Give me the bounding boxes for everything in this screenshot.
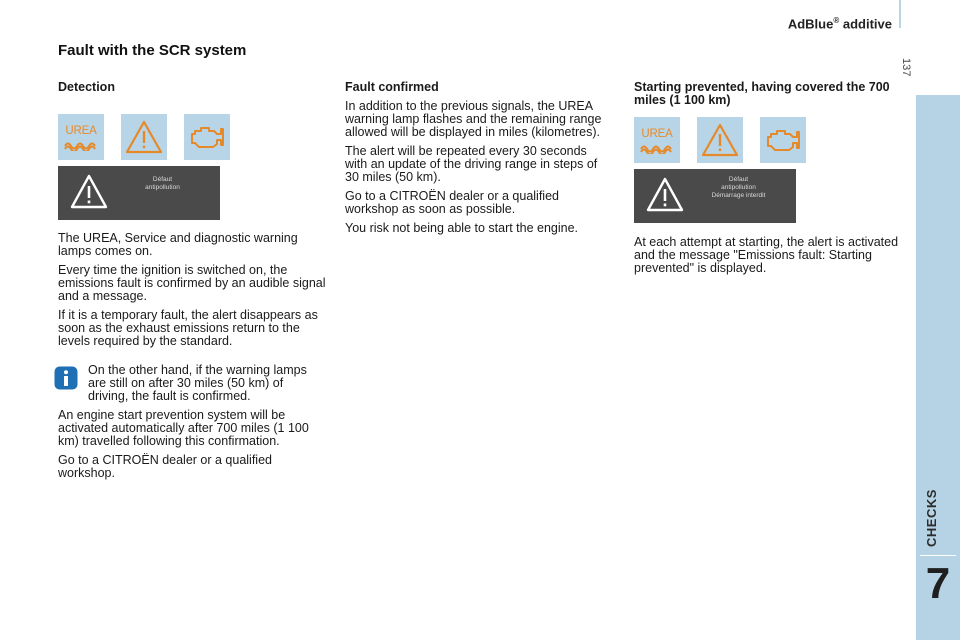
- detection-warning-lamps: [58, 114, 326, 160]
- starting-prevented-paragraph: At each attempt at starting, the alert is activated and the message "Emissions fault: Starting prevented" is displayed.: [634, 235, 899, 275]
- urea-wave-icon: [64, 141, 98, 151]
- chapter-divider: [920, 555, 956, 556]
- display-line: antipollution: [721, 184, 756, 191]
- starting-prevented-display: [634, 169, 796, 223]
- info-paragraph: On the other hand, if the warning lamps are still on after 30 miles (50 km) of driving, the fault is confirmed.: [88, 363, 307, 403]
- urea-lamp-label: UREA: [65, 125, 97, 137]
- engine-icon: [189, 124, 225, 150]
- fault-confirmed-heading: Fault confirmed: [345, 80, 439, 94]
- fault-confirmed-paragraph: The alert will be repeated every 30 seconds with an update of the driving range in steps of 30 miles (50 km).: [345, 144, 598, 184]
- detection-paragraph: Every time the ignition is switched on, the emissions fault is confirmed by an audible signal and a message.: [58, 263, 326, 303]
- display-line: Défaut: [152, 176, 173, 183]
- display-line: Défaut: [728, 176, 749, 183]
- fault-confirmed-paragraph: You risk not being able to start the engine.: [345, 221, 579, 235]
- urea-lamp-label: UREA: [641, 128, 673, 140]
- display-line: antipollution: [145, 184, 180, 191]
- starting-prevented-column: [634, 81, 904, 281]
- warning-triangle-icon: [646, 177, 684, 213]
- display-message: [110, 176, 215, 192]
- display-line: Démarrage interdit: [711, 192, 766, 199]
- warning-triangle-icon: [701, 123, 739, 157]
- info-icon: [54, 366, 78, 390]
- chapter-label: CHECKS: [924, 489, 939, 547]
- page-number: 137: [900, 58, 912, 77]
- display-message: [686, 176, 791, 200]
- warning-triangle-icon: [125, 120, 163, 154]
- info-paragraph: Go to a CITROËN dealer or a qualified workshop.: [58, 453, 272, 480]
- detection-heading: Detection: [58, 80, 115, 94]
- fault-confirmed-paragraph: Go to a CITROËN dealer or a qualified workshop as soon as possible.: [345, 189, 559, 216]
- header-title: [788, 16, 892, 31]
- fault-confirmed-column: [345, 81, 607, 241]
- section-title: Fault with the SCR system: [58, 42, 247, 59]
- header-divider: [899, 0, 901, 28]
- starting-prevented-heading: Starting prevented, having covered the 700 miles (1 100 km): [634, 80, 890, 107]
- engine-diagnostic-lamp: [760, 117, 806, 163]
- urea-lamp: [634, 117, 680, 163]
- registered-mark: ®: [833, 16, 840, 25]
- detection-paragraph: If it is a temporary fault, the alert disappears as soon as the exhaust emissions return to the levels required by the standard.: [58, 308, 318, 348]
- chapter-number: 7: [925, 559, 951, 608]
- urea-lamp: [58, 114, 104, 160]
- emissions-fault-display: [58, 166, 220, 220]
- warning-triangle-icon: [70, 174, 108, 210]
- urea-wave-icon: [640, 144, 674, 154]
- detection-column: [58, 81, 326, 486]
- service-warning-lamp: [121, 114, 167, 160]
- detection-paragraph: The UREA, Service and diagnostic warning lamps comes on.: [58, 231, 298, 258]
- engine-diagnostic-lamp: [184, 114, 230, 160]
- fault-confirmed-paragraph: In addition to the previous signals, the UREA warning lamp flashes and the remaining range allowed will be displayed in miles (kilometres).: [345, 99, 602, 139]
- header-title-rest: additive: [839, 16, 892, 32]
- service-warning-lamp: [697, 117, 743, 163]
- header-title-main: AdBlue: [787, 16, 834, 32]
- engine-icon: [765, 127, 801, 153]
- info-paragraph: An engine start prevention system will be activated automatically after 700 miles (1 100 km) travelled following this confirmation.: [58, 408, 309, 448]
- info-note: [58, 364, 326, 480]
- starting-prevented-warning-lamps: [634, 117, 904, 163]
- chapter-tab: [916, 95, 960, 640]
